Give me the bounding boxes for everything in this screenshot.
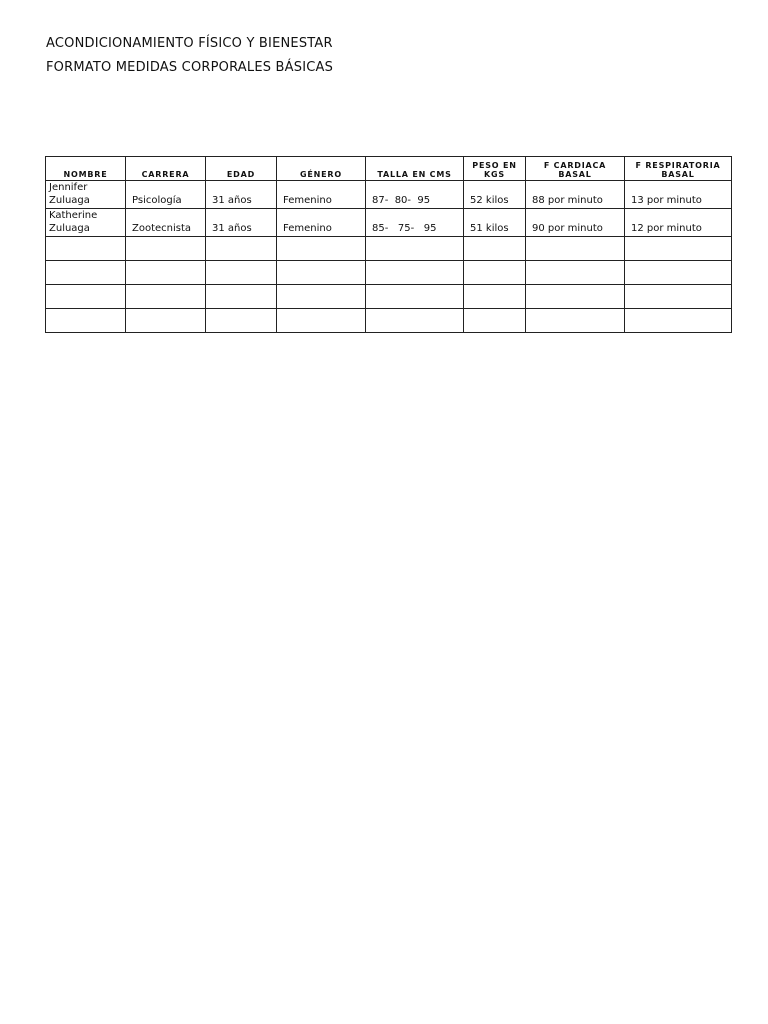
empty-cell [277, 285, 366, 309]
empty-cell [625, 237, 732, 261]
empty-table-row [46, 309, 732, 333]
header-edad: EDAD [206, 157, 277, 181]
empty-cell [277, 309, 366, 333]
header-carrera: CARRERA [126, 157, 206, 181]
cell-genero: Femenino [277, 181, 366, 209]
empty-cell [625, 261, 732, 285]
empty-cell [206, 261, 277, 285]
document-title: ACONDICIONAMIENTO FÍSICO Y BIENESTAR [46, 36, 333, 51]
cell-carrera: Zootecnista [126, 209, 206, 237]
header-f-respiratoria: F RESPIRATORIA BASAL [625, 157, 732, 181]
cell-f-cardiaca: 90 por minuto [526, 209, 625, 237]
cell-genero: Femenino [277, 209, 366, 237]
empty-table-row [46, 261, 732, 285]
cell-nombre: Jennifer Zuluaga [46, 181, 126, 209]
cell-talla: 85- 75- 95 [366, 209, 464, 237]
empty-cell [625, 285, 732, 309]
cell-f-respiratoria: 12 por minuto [625, 209, 732, 237]
empty-cell [126, 237, 206, 261]
header-peso: PESO EN KGS [464, 157, 526, 181]
header-genero: GÉNERO [277, 157, 366, 181]
cell-talla: 87- 80- 95 [366, 181, 464, 209]
empty-cell [126, 285, 206, 309]
empty-cell [126, 261, 206, 285]
empty-cell [46, 285, 126, 309]
cell-carrera: Psicología [126, 181, 206, 209]
table-row [46, 181, 732, 209]
empty-cell [46, 309, 126, 333]
cell-peso: 51 kilos [464, 209, 526, 237]
empty-cell [366, 309, 464, 333]
header-nombre: NOMBRE [46, 157, 126, 181]
cell-nombre: Katherine Zuluaga [46, 209, 126, 237]
empty-cell [464, 309, 526, 333]
empty-cell [206, 237, 277, 261]
body-measurements-table [45, 156, 732, 333]
empty-cell [464, 261, 526, 285]
cell-f-cardiaca: 88 por minuto [526, 181, 625, 209]
empty-cell [464, 237, 526, 261]
empty-cell [625, 309, 732, 333]
empty-cell [46, 237, 126, 261]
table-header-row [46, 157, 732, 181]
document-subtitle: FORMATO MEDIDAS CORPORALES BÁSICAS [46, 60, 334, 75]
empty-cell [526, 309, 625, 333]
empty-cell [366, 285, 464, 309]
empty-cell [206, 309, 277, 333]
empty-table-row [46, 285, 732, 309]
cell-edad: 31 años [206, 209, 277, 237]
empty-cell [526, 261, 625, 285]
cell-edad: 31 años [206, 181, 277, 209]
empty-cell [464, 285, 526, 309]
header-talla: TALLA EN CMS [366, 157, 464, 181]
empty-table-row [46, 237, 732, 261]
cell-peso: 52 kilos [464, 181, 526, 209]
table-row [46, 209, 732, 237]
empty-cell [526, 237, 625, 261]
header-f-cardiaca: F CARDIACA BASAL [526, 157, 625, 181]
empty-cell [277, 237, 366, 261]
empty-cell [46, 261, 126, 285]
empty-cell [277, 261, 366, 285]
empty-cell [206, 285, 277, 309]
empty-cell [526, 285, 625, 309]
empty-cell [366, 237, 464, 261]
cell-f-respiratoria: 13 por minuto [625, 181, 732, 209]
empty-cell [366, 261, 464, 285]
empty-cell [126, 309, 206, 333]
